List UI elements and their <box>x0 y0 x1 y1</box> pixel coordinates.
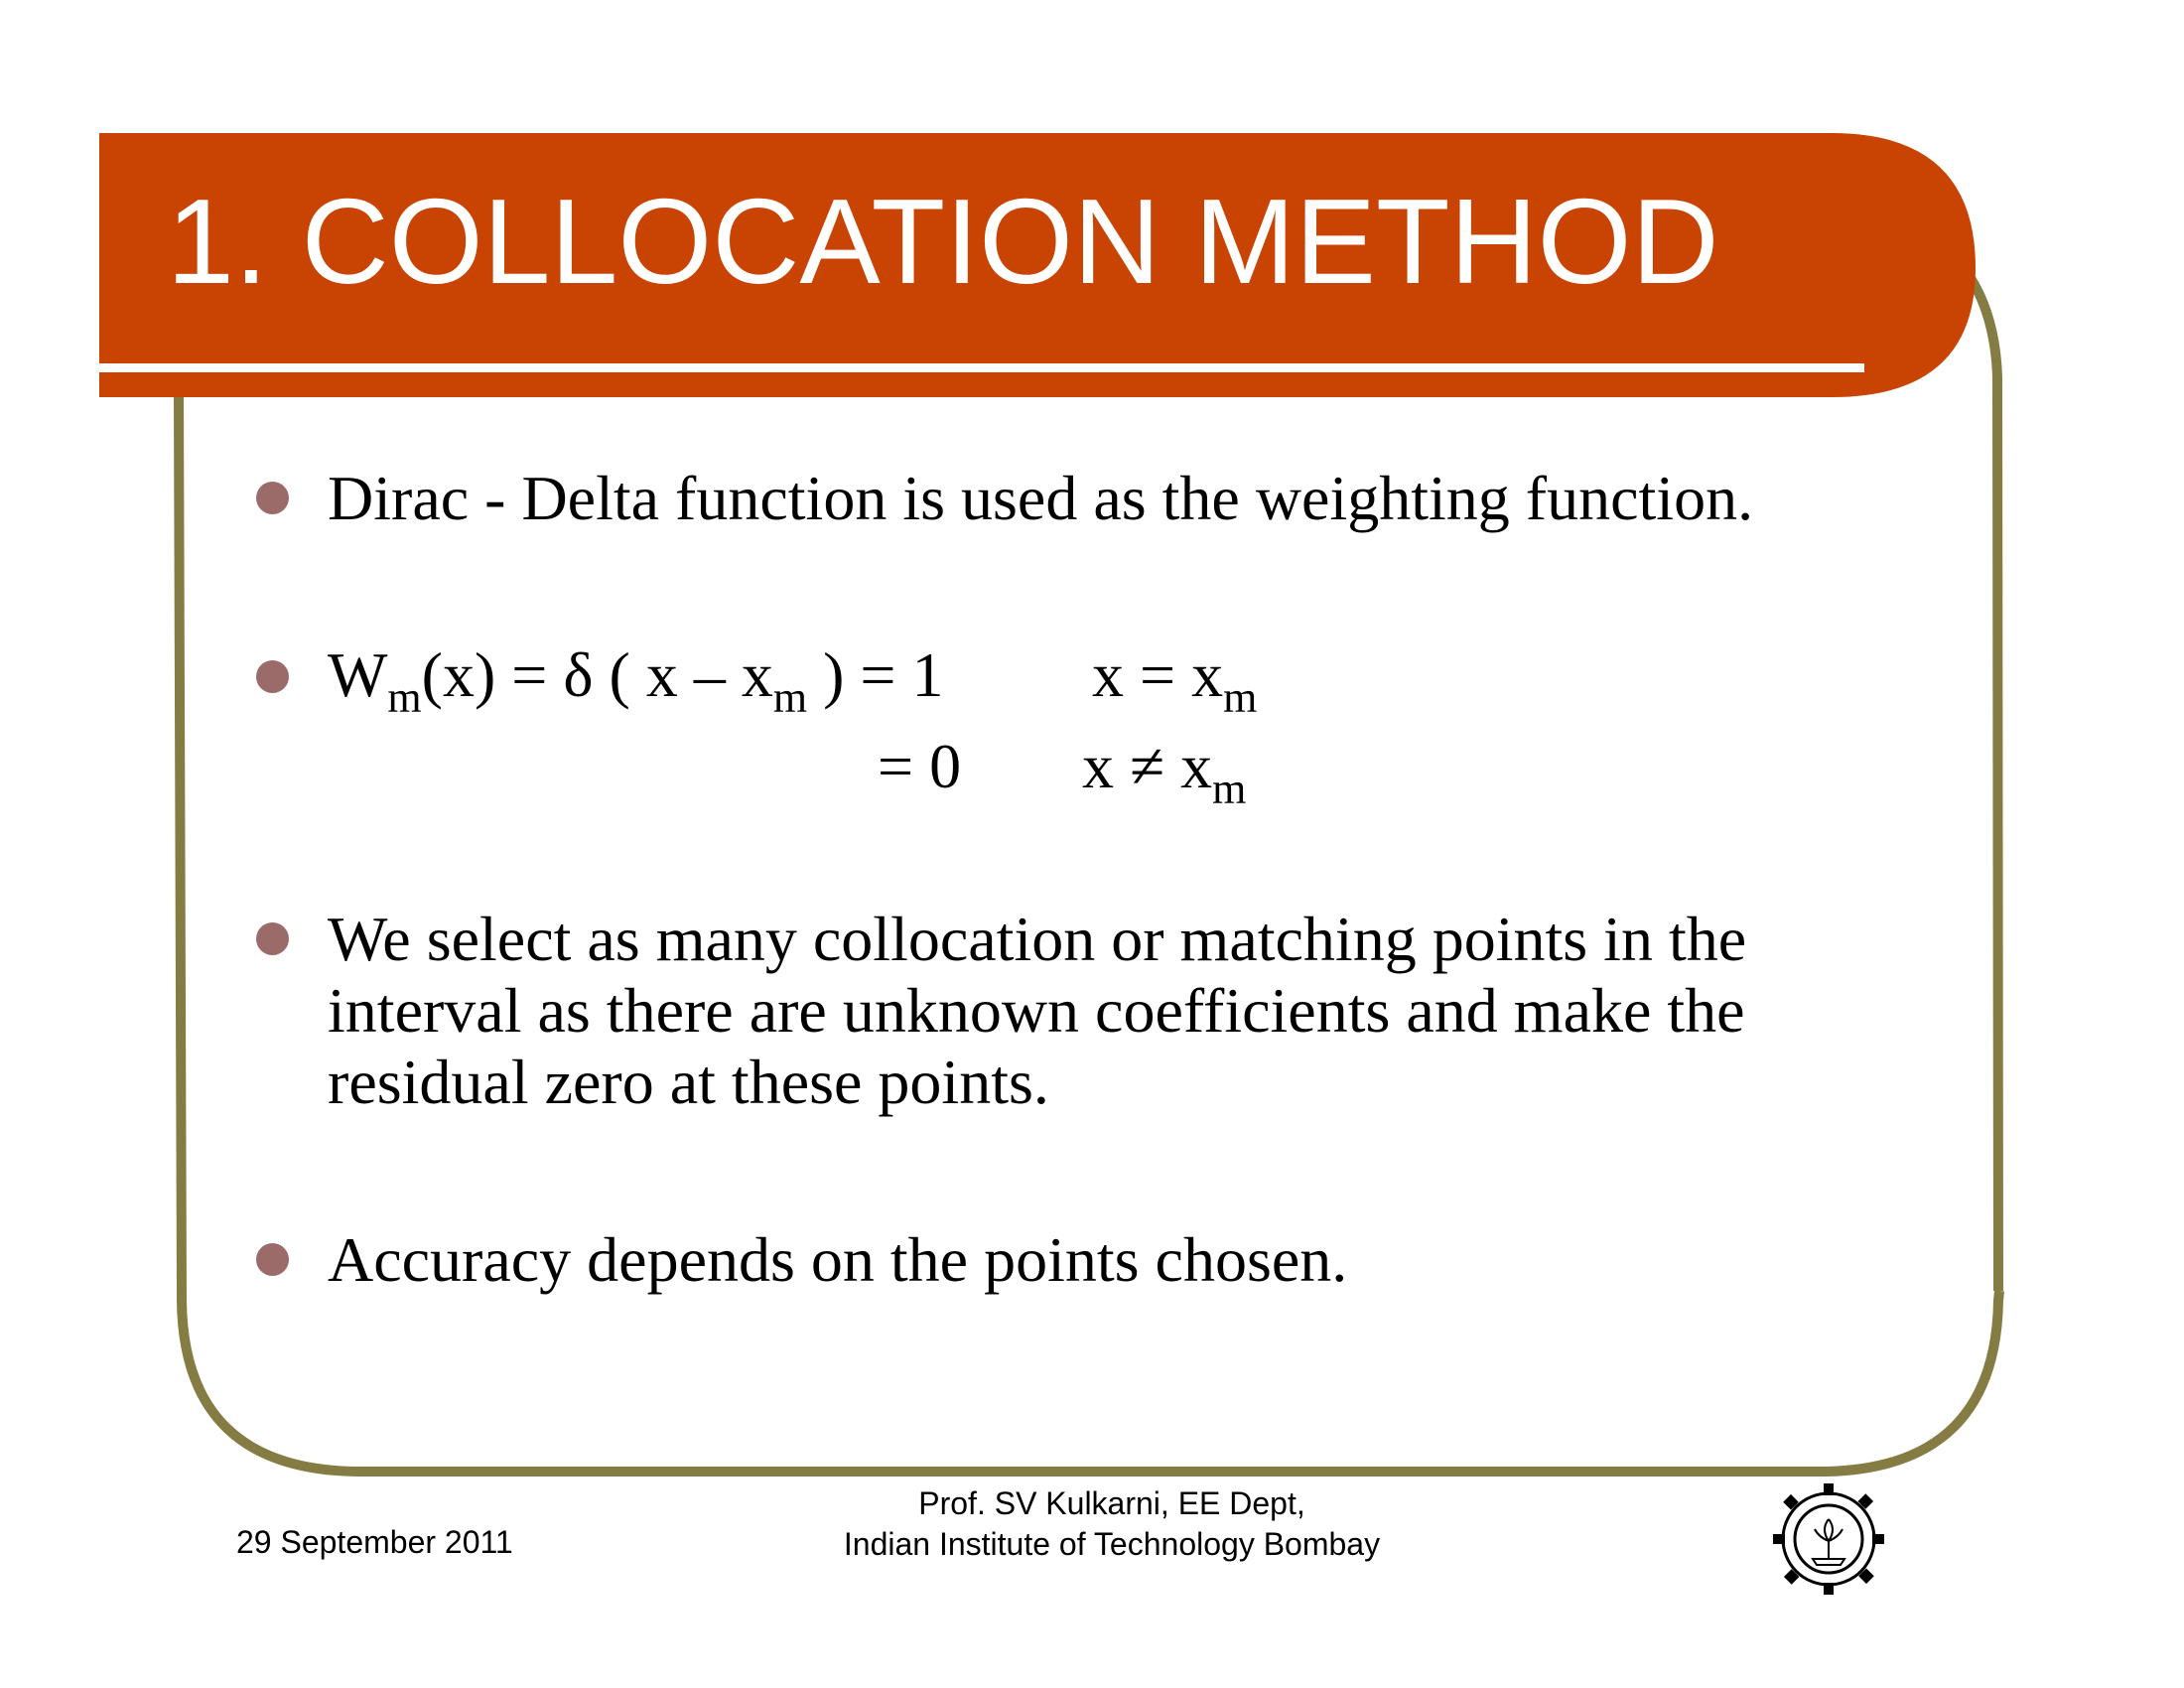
footer-author <box>764 1483 1459 1565</box>
eq-arg: (x) = δ ( x – x <box>421 639 773 710</box>
equation-row-1-lhs <box>328 639 944 722</box>
eq-tail: ) = 1 <box>807 639 944 710</box>
bullet-3-line-1: We select as many collocation or matching points in the <box>328 904 1747 974</box>
equation-row-2-condition <box>1082 731 1247 813</box>
equation-row-2-value <box>878 731 962 801</box>
slide-title: 1. COLLOCATION METHOD <box>167 174 1719 309</box>
eq-w: W <box>328 639 388 710</box>
eq-cond1: x = x <box>1092 639 1224 710</box>
bullet-4-text: Accuracy depends on the points chosen. <box>328 1224 1348 1295</box>
frame-border-right <box>1971 278 1998 1291</box>
footer-date: 29 September 2011 <box>236 1524 513 1560</box>
eq-cond2-sub: m <box>1212 765 1247 813</box>
eq-arg-sub: m <box>772 673 808 722</box>
footer-author-line-1: Prof. SV Kulkarni, EE Dept, <box>918 1485 1305 1521</box>
bullet-marker <box>256 482 289 514</box>
bullet-marker <box>256 660 289 693</box>
bullet-1-text: Dirac - Delta function is used as the weighting function. <box>328 463 1754 533</box>
eq-row2-value: = 0 <box>878 731 962 801</box>
bullet-marker <box>256 1243 289 1276</box>
bullet-3-line-3: residual zero at these points. <box>328 1047 1049 1117</box>
title-underline <box>99 363 1864 372</box>
footer-author-line-2: Indian Institute of Technology Bombay <box>843 1526 1381 1562</box>
equation-row-1-condition <box>1092 639 1258 722</box>
bullet-3-line-2: interval as there are unknown coefficients and make the <box>328 975 1745 1046</box>
iit-bombay-logo-icon <box>1769 1479 1888 1599</box>
eq-w-sub: m <box>387 673 422 722</box>
bullet-marker <box>256 922 289 955</box>
eq-cond2: x ≠ x <box>1082 731 1213 801</box>
eq-cond1-sub: m <box>1223 673 1258 722</box>
